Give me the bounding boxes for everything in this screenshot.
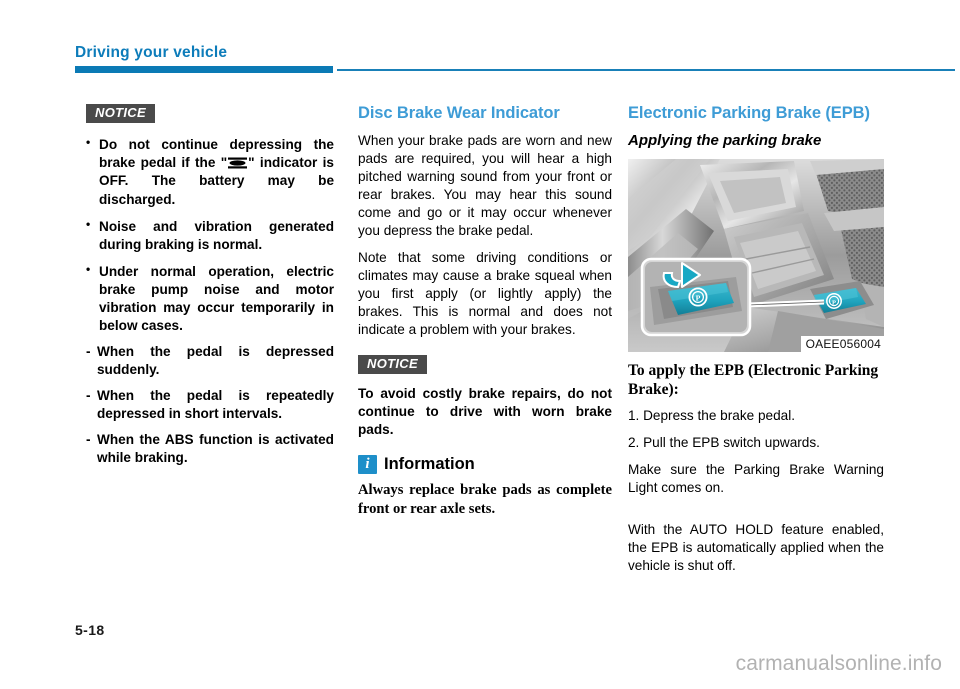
figure-caption: OAEE056004 xyxy=(801,336,884,352)
page-number: 5-18 xyxy=(75,622,105,638)
information-text: Always replace brake pads as complete front or rear axle sets. xyxy=(358,482,612,517)
list-item xyxy=(86,136,334,208)
middle-column xyxy=(358,104,612,524)
list-item: • Under normal operation, electric brake pump noise and motor vibration may occur temporarily in below cases. xyxy=(86,263,334,335)
figure-epb-switch xyxy=(628,159,884,352)
header-rule-line xyxy=(337,69,955,71)
svg-text:P: P xyxy=(832,299,836,307)
paragraph: Note that some driving conditions or climates may cause a brake squeal when you first apply (or lightly apply) the brakes. This is normal and does not indicate a problem with your brakes. xyxy=(358,250,612,338)
notice-bullet-list xyxy=(86,136,334,335)
notice-sub-bullet-list xyxy=(86,343,334,467)
notice-block-left xyxy=(86,104,334,123)
information-title: Information xyxy=(384,455,475,474)
list-item: - When the pedal is depressed suddenly. xyxy=(86,343,334,379)
subsection-title-applying-the-parking-brake: Applying the parking brake xyxy=(628,132,822,150)
paragraph: When your brake pads are worn and new pads are required, you will hear a high pitched warning sound from your front or rear brakes. You may hear this sound come and go or it may occur whenever you depress the brake pedal. xyxy=(358,133,612,239)
site-watermark: carmanualsonline.info xyxy=(735,652,942,675)
right-column xyxy=(628,104,884,575)
bullet-text-after: " indicator is OFF. The battery may be discharged. xyxy=(99,155,334,207)
bullet-text-before: Do not continue depressing the brake pedal if the " xyxy=(99,137,334,171)
notice-badge: NOTICE xyxy=(86,104,155,123)
notice-badge: NOTICE xyxy=(358,355,427,374)
notice-text: To avoid costly brake repairs, do not continue to drive with worn brake pads. xyxy=(358,386,612,438)
step-item: 2. Pull the EPB switch upwards. xyxy=(628,435,820,451)
section-title-disc-brake-wear-indicator: Disc Brake Wear Indicator xyxy=(358,104,560,122)
page-header xyxy=(0,0,960,80)
list-item: - When the pedal is repeatedly depressed in short intervals. xyxy=(86,387,334,423)
list-item: • Noise and vibration generated during braking is normal. xyxy=(86,218,334,254)
list-item: - When the ABS function is activated while braking. xyxy=(86,431,334,467)
svg-text:P: P xyxy=(695,293,701,303)
paragraph-spacer xyxy=(628,506,884,521)
auto-hold-text: With the AUTO HOLD feature enabled, the EPB is automatically applied when the vehicle is shut off. xyxy=(628,522,884,574)
header-accent-bar xyxy=(75,66,333,73)
information-header xyxy=(358,455,612,474)
step-item: 1. Depress the brake pedal. xyxy=(628,408,796,424)
notice-block-middle xyxy=(358,355,612,374)
chapter-title: Driving your vehicle xyxy=(75,44,228,61)
left-column xyxy=(86,104,334,468)
note-text: Make sure the Parking Brake Warning Light comes on. xyxy=(628,462,884,496)
epb-switch-console-photo xyxy=(628,159,884,352)
information-icon: i xyxy=(358,455,377,474)
brake-indicator-icon xyxy=(228,157,247,169)
instruction-heading: To apply the EPB (Electronic Parking Brake): xyxy=(628,362,879,398)
section-title-electronic-parking-brake: Electronic Parking Brake (EPB) xyxy=(628,104,870,122)
